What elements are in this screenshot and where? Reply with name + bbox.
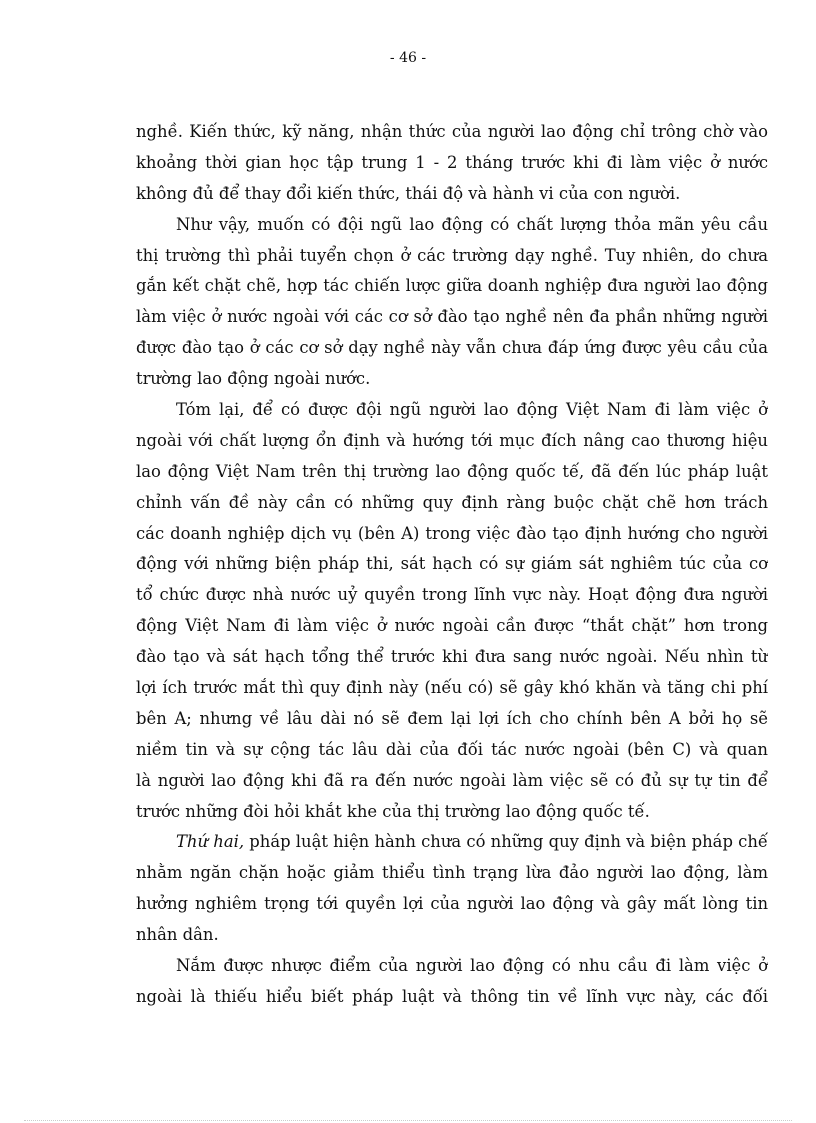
text-line: động Việt Nam đi làm việc ở nước ngoài cần được “thắt chặt” hơn trong (136, 616, 768, 636)
text-line: là người lao động khi đã ra đến nước ngoài làm việc sẽ có đủ sự tự tin để (136, 770, 768, 790)
text-line: Nắm được nhược điểm của người lao động có nhu cầu đi làm việc ở (176, 956, 768, 976)
text-line: Tóm lại, để có được đội ngũ người lao động Việt Nam đi làm việc ở (176, 400, 768, 420)
text-line: thị trường thì phải tuyển chọn ở các trường dạy nghề. Tuy nhiên, do chưa (136, 245, 768, 265)
text-line: ngoài với chất lượng ổn định và hướng tới mục đích nâng cao thương hiệu (136, 430, 768, 450)
text-line: đào tạo và sát hạch tổng thể trước khi đưa sang nước ngoài. Nếu nhìn từ (136, 647, 768, 667)
text-line: được đào tạo ở các cơ sở dạy nghề này vẫn chưa đáp ứng được yêu cầu của (136, 338, 768, 358)
document-body (136, 117, 768, 1013)
text-line: nghề. Kiến thức, kỹ năng, nhận thức của người lao động chỉ trông chờ vào (136, 122, 768, 141)
text-line: không đủ để thay đổi kiến thức, thái độ và hành vi của con người. (136, 183, 681, 203)
text-line: bên A; nhưng về lâu dài nó sẽ đem lại lợi ích cho chính bên A bởi họ sẽ (136, 708, 768, 728)
italic-lead: Thứ hai, (176, 832, 245, 852)
text-line: gắn kết chặt chẽ, hợp tác chiến lược giữa doanh nghiệp đưa người lao động (136, 276, 768, 296)
text-line: niềm tin và sự cộng tác lâu dài của đối tác nước ngoài (bên C) và quan (136, 739, 768, 759)
page-bottom-divider (24, 1120, 792, 1121)
page-number: - 46 - (389, 50, 427, 66)
text-line: chỉnh vấn đề này cần có những quy định ràng buộc chặt chẽ hơn trách (136, 492, 768, 512)
line-text: pháp luật hiện hành chưa có những quy định và biện pháp chế (249, 832, 768, 852)
text-line: lợi ích trước mắt thì quy định này (nếu có) sẽ gây khó khăn và tăng chi phí (136, 678, 768, 698)
text-line: nhân dân. (136, 925, 219, 945)
text-line: các doanh nghiệp dịch vụ (bên A) trong việc đào tạo định hướng cho người (136, 523, 768, 543)
text-line: ngoài là thiếu hiểu biết pháp luật và thông tin về lĩnh vực này, các đối (136, 986, 768, 1006)
text-line (136, 827, 768, 858)
text-line: khoảng thời gian học tập trung 1 - 2 tháng trước khi đi làm việc ở nước (136, 152, 768, 172)
text-line: tổ chức được nhà nước uỷ quyền trong lĩnh vực này. Hoạt động đưa người (136, 585, 768, 605)
text-line: lao động Việt Nam trên thị trường lao động quốc tế, đã đến lúc pháp luật (136, 461, 768, 481)
text-line: hưởng nghiêm trọng tới quyền lợi của người lao động và gây mất lòng tin (136, 894, 768, 914)
text-line: trước những đòi hỏi khắt khe của thị trường lao động quốc tế. (136, 801, 650, 821)
text-line: Như vậy, muốn có đội ngũ lao động có chất lượng thỏa mãn yêu cầu (176, 214, 768, 234)
text-line: nhằm ngăn chặn hoặc giảm thiểu tình trạng lừa đảo người lao động, làm (136, 863, 768, 883)
text-line: trường lao động ngoài nước. (136, 369, 371, 389)
text-line: làm việc ở nước ngoài với các cơ sở đào tạo nghề nên đa phần những người (136, 307, 768, 327)
text-line: động với những biện pháp thi, sát hạch có sự giám sát nghiêm túc của cơ (136, 554, 768, 574)
